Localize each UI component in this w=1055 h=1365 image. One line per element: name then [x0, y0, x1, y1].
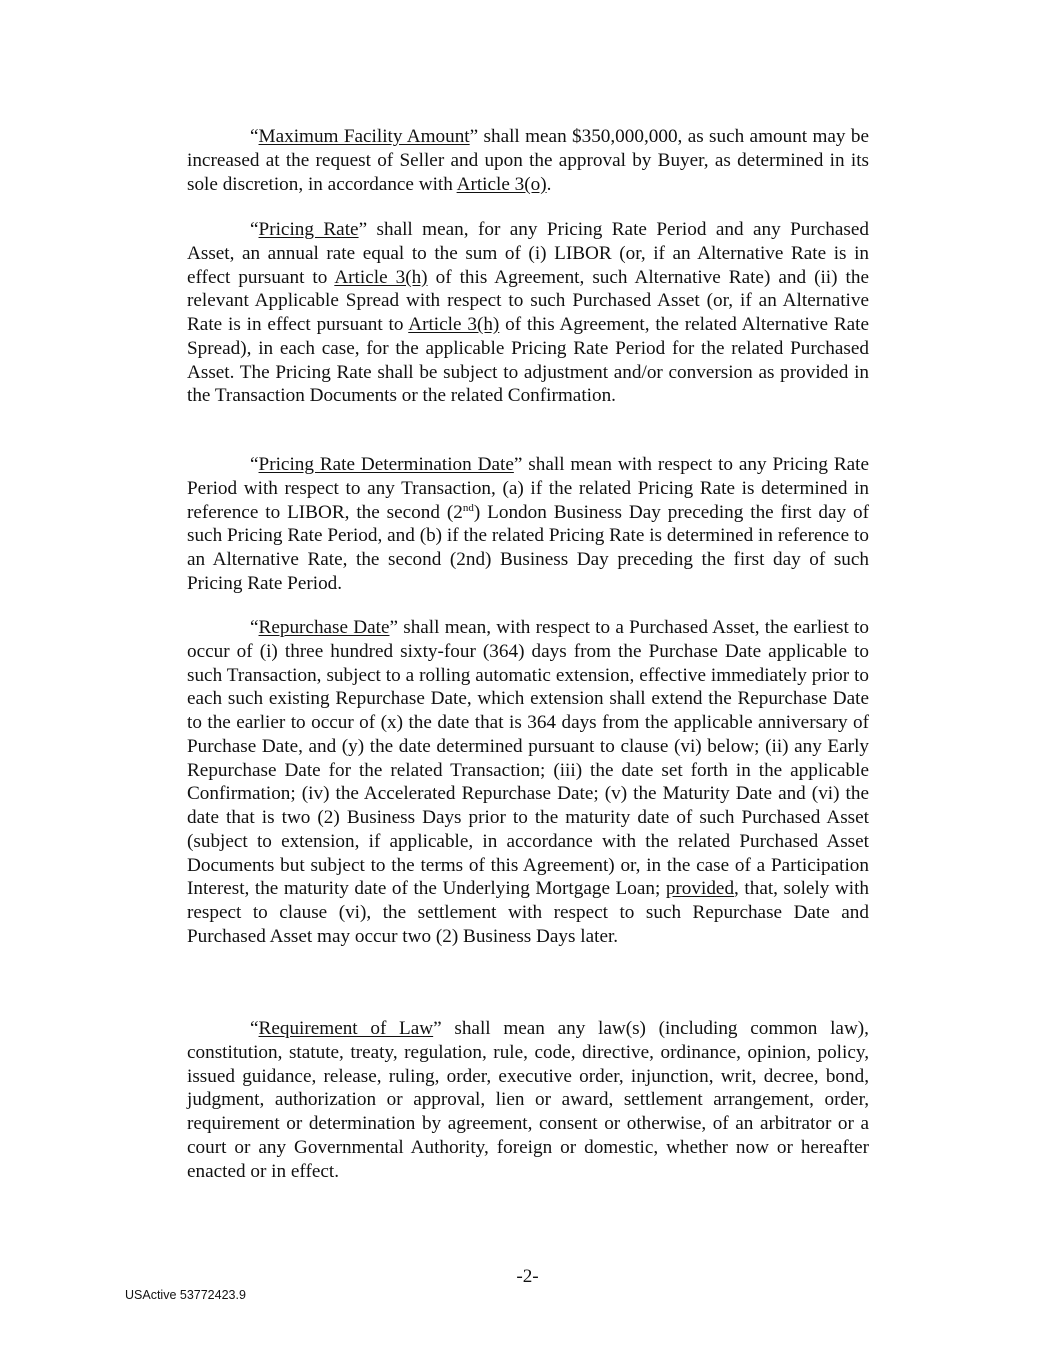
- cross-reference-link[interactable]: Article 3(o): [456, 173, 547, 195]
- defined-term: Pricing Rate: [258, 219, 359, 240]
- definition-text: shall mean, for any Pricing Rate Period and any Purchased Asset, an annual rate equal to the sum of (i) LIBOR (or, if an Alternative Rate is in effect pursuant to: [187, 219, 869, 288]
- ordinal-superscript: nd: [462, 501, 474, 514]
- page-number: -2-: [516, 1266, 539, 1287]
- defined-term: Repurchase Date: [258, 617, 390, 638]
- definition-requirement-of-law: [187, 1017, 869, 1183]
- definition-pricing-rate-determination-date: [187, 453, 869, 596]
- definition-text: ) London Business Day preceding the first day of such Pricing Rate Period, and (b) if the related Pricing Rate is determined in reference to an Alternative Rate, the second (2nd) Business Day preceding the first day of such Pricing Rate Period.: [187, 501, 869, 594]
- open-quote: “: [250, 454, 259, 475]
- open-quote: “: [250, 219, 259, 240]
- document-id-footer: USActive 53772423.9: [125, 1288, 246, 1302]
- close-quote: ”: [433, 1018, 455, 1039]
- defined-term: Maximum Facility Amount: [258, 126, 470, 147]
- open-quote: “: [250, 126, 259, 147]
- definition-maximum-facility-amount: [187, 125, 869, 196]
- close-quote: ”: [469, 126, 484, 147]
- defined-term: Pricing Rate Determination Date: [258, 454, 514, 475]
- definition-text: of this Agreement, such Alternative Rate) and (ii) the relevant Applicable Spread with respect to such Purchased Asset (or, if an Alternative Rate is in effect pursuant to: [187, 266, 869, 335]
- definition-text: shall mean any law(s) (including common law), constitution, statute, treaty, regulation, rule, code, directive, ordinance, opinion, policy, issued guidance, release, ruling, order, executive order, injunction, writ, decree, bond, judgment, authorization or approval, lien or award, settlement arrangement, order, requirement or determination by agreement, consent or otherwise, of an arbitrator or a court or any Governmental Authority, foreign or domestic, whether now or hereafter enacted or in effect.: [187, 1018, 869, 1182]
- definition-text: shall mean $350,000,000, as such amount may be increased at the request of Seller and upon the approval by Buyer, as determined in its sole discretion, in accordance with: [187, 126, 869, 195]
- definition-pricing-rate: [187, 218, 869, 408]
- definition-text: shall mean with respect to any Pricing Rate Period with respect to any Transaction, (a) if the related Pricing Rate is determined in reference to LIBOR, the second (2: [187, 454, 869, 523]
- definition-text: , that, solely with respect to clause (vi), the settlement with respect to such Repurchase Date and Purchased Asset may occur two (2) Business Days later.: [187, 878, 869, 947]
- definition-repurchase-date: [187, 616, 869, 949]
- open-quote: “: [250, 1018, 259, 1039]
- definition-text: of this Agreement, the related Alternative Rate Spread), in each case, for the applicable Pricing Rate Period for the related Purchased Asset. The Pricing Rate shall be subject to adjustment and/or conversion as provided in the Transaction Documents or the related Confirmation.: [187, 314, 869, 407]
- defined-term: Requirement of Law: [258, 1018, 434, 1039]
- definition-text: .: [546, 173, 552, 195]
- cross-reference-link[interactable]: Article 3(h): [408, 314, 500, 335]
- close-quote: ”: [358, 219, 377, 240]
- cross-reference-link[interactable]: Article 3(h): [334, 266, 428, 288]
- provided-emphasis: provided: [665, 878, 735, 900]
- close-quote: ”: [513, 454, 529, 475]
- definition-text: shall mean, with respect to a Purchased Asset, the earliest to occur of (i) three hundred sixty-four (364) days from the Purchase Date applicable to such Transaction, subject to a rolling automatic extension, effective immediately prior to each such existing Repurchase Date, which extension shall extend the Repurchase Date to the earlier to occur of (x) the date that is 364 days from the applicable anniversary of Purchase Date, and (y) the date determined pursuant to clause (vi) below; (ii) any Early Repurchase Date for the related Transaction; (iii) the date set forth in the applicable Confirmation; (iv) the Accelerated Repurchase Date; (v) the Maturity Date and (vi) the date that is two (2) Business Days prior to the maturity date of such Purchased Asset (subject to extension, if applicable, in accordance with the related Purchased Asset Documents but subject to the terms of this Agreement) or, in the case of a Participation Interest, the maturity date of the Underlying Mortgage Loan;: [187, 617, 869, 900]
- open-quote: “: [250, 617, 259, 638]
- close-quote: ”: [389, 617, 404, 638]
